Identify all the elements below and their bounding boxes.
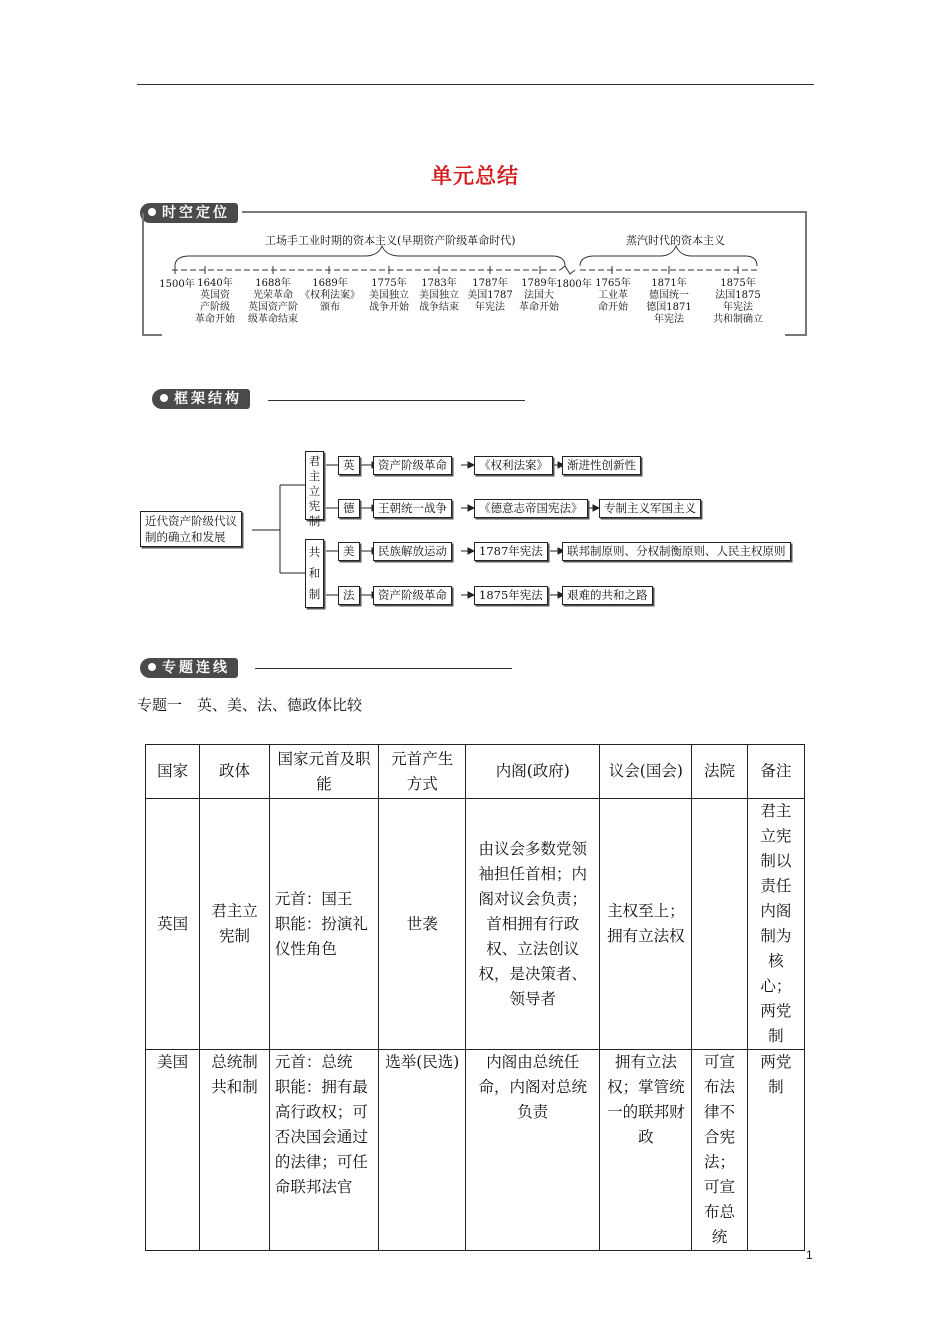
timeline-year: 1800年 [556,279,592,290]
table-cell: 君主立宪制 [200,799,270,1050]
table-header-cell: 法院 [692,745,747,799]
timeline-axis [160,240,770,280]
table-header-cell: 国家 [146,745,200,799]
framework-cause: 资产阶级革命 [373,586,452,605]
timeline-event-desc: 法国大 革命开始 [519,290,559,313]
framework-country: 法 [338,586,360,605]
timeline-event-desc: 美国1787 年宪法 [467,290,513,313]
timeline-event-desc: 法国1875 年宪法 共和制确立 [713,290,763,325]
framework-feature: 艰难的共和之路 [562,586,653,605]
era-label-2: 蒸汽时代的资本主义 [626,234,725,247]
section-rule [268,400,525,401]
section-label-framework [152,389,250,409]
timeline-year: 1689年 [312,278,348,289]
table-row [146,799,805,1050]
table-cell: 内阁由总统任命，内阁对总统负责 [466,1050,600,1251]
framework-cause: 民族解放运动 [373,542,452,561]
table-header-cell: 备注 [747,745,804,799]
timeline-year: 1875年 [720,278,756,289]
table-header-cell: 国家元首及职能 [269,745,378,799]
table-header-cell: 政体 [200,745,270,799]
framework-feature: 专制主义军国主义 [599,499,701,518]
table-cell: 元首：总统 职能：拥有最高行政权；可否决国会通过的法律；可任命联邦法官 [269,1050,378,1251]
timeline-year: 1765年 [595,278,631,289]
table-header-cell: 内阁(政府) [466,745,600,799]
timeline-year: 1783年 [421,278,457,289]
timeline-event-desc: 美国独立 战争结束 [419,290,459,313]
framework-cause: 王朝统一战争 [373,499,452,518]
framework-group-constitutional-monarchy: 君主立宪制 [305,451,324,520]
timeline-event-desc: 美国独立 战争开始 [369,290,409,313]
table-cell [692,799,747,1050]
timeline-event [366,278,412,314]
framework-document: 1875年宪法 [474,586,548,605]
table-header-cell: 元首产生方式 [379,745,466,799]
timeline-frame-left [142,213,144,335]
comparison-table [145,744,805,1251]
table-cell: 拥有立法权；掌管统一的联邦财政 [600,1050,692,1251]
timeline-frame-top [242,211,807,213]
timeline-event [466,278,514,314]
timeline-event [299,278,361,314]
section-label-text: 框架结构 [174,391,242,407]
timeline-year: 1789年 [521,278,557,289]
table-cell: 可宣布法律不合宪法；可宣布总统 [692,1050,747,1251]
page-number: 1 [806,1248,813,1262]
table-cell: 总统制共和制 [200,1050,270,1251]
era-brace-1 [175,246,565,266]
section-label-timeline [140,203,238,223]
framework-document: 《权利法案》 [474,456,553,475]
table-cell: 世袭 [379,799,466,1050]
table-row [146,1050,805,1251]
framework-document: 1787年宪法 [474,542,548,561]
table-cell: 两党制 [747,1050,804,1251]
timeline-year: 1500年 [159,279,195,290]
timeline-event-desc: 工业革 命开始 [598,290,628,313]
section-label-text: 时空定位 [162,205,230,221]
timeline-event-desc: 德国统一 德国1871 年宪法 [646,290,692,325]
bullet-icon [148,208,156,216]
header-rule [137,84,814,85]
table-cell: 主权至上；拥有立法权 [600,799,692,1050]
table-header-row [146,745,805,799]
axis-break [560,266,575,274]
bullet-icon [148,663,156,671]
timeline-year: 1775年 [371,278,407,289]
timeline-frame-right [805,211,807,335]
table-cell: 美国 [146,1050,200,1251]
framework-group-republic: 共和制 [305,539,324,608]
section-label-text: 专题连线 [162,660,230,676]
framework-document: 《德意志帝国宪法》 [474,499,588,518]
table-cell: 君主立宪制以责任内阁制为核心；两党制 [747,799,804,1050]
table-cell: 选举(民选) [379,1050,466,1251]
topic-subheading: 专题一 英、美、法、德政体比较 [137,696,363,714]
page-title: 单元总结 [431,164,519,188]
framework-cause: 资产阶级革命 [373,456,452,475]
timeline-frame-bottom-left [142,334,162,336]
timeline-year: 1640年 [197,278,233,289]
timeline-event [592,278,634,314]
era-brace-2 [580,246,757,266]
framework-country: 德 [338,499,360,518]
era-label-1: 工场手工业时期的资本主义(早期资产阶级革命时代) [265,234,516,247]
table-cell: 英国 [146,799,200,1050]
framework-feature: 渐进性创新性 [562,456,641,475]
framework-feature: 联邦制原则、分权制衡原则、人民主权原则 [562,542,791,561]
table-cell: 由议会多数党领袖担任首相；内阁对议会负责；首相拥有行政权、立法创议权，是决策者、领导者 [466,799,600,1050]
timeline-event [706,278,770,326]
timeline-event-desc: 光荣革命 英国资产阶 级革命结束 [248,290,298,325]
timeline-event-desc: 《权利法案》 颁布 [300,290,360,313]
timeline-year: 1871年 [651,278,687,289]
framework-country: 英 [338,456,360,475]
timeline-event [190,278,240,326]
framework-country: 美 [338,542,360,561]
timeline-event-desc: 英国资 产阶级 革命开始 [195,290,235,325]
table-header-cell: 议会(国会) [600,745,692,799]
timeline-year: 1787年 [472,278,508,289]
timeline-event [243,278,303,326]
timeline-frame-bottom-right [785,334,807,336]
timeline-event [416,278,462,314]
framework-root-box: 近代资产阶级代议 制的确立和发展 [140,511,242,547]
timeline-event [643,278,695,326]
bullet-icon [160,394,168,402]
table-cell: 元首：国王 职能：扮演礼仪性角色 [269,799,378,1050]
section-label-topic [140,658,238,678]
section-rule [255,668,512,669]
timeline-year: 1688年 [255,278,291,289]
